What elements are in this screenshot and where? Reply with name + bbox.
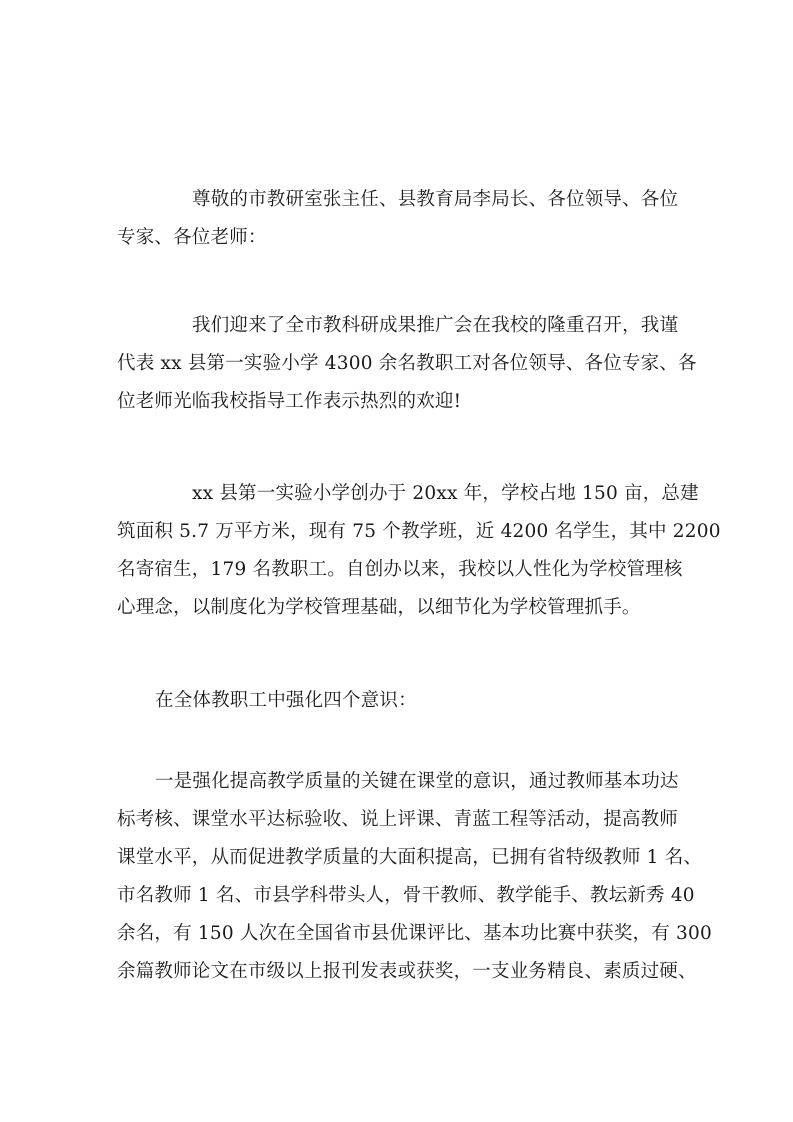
text-line: 我们迎来了全市教科研成果推广会在我校的隆重召开，我谨	[192, 315, 679, 336]
text-line: 尊敬的市教研室张主任、县教育局李局长、各位领导、各位	[192, 189, 679, 210]
text-line: 心理念，以制度化为学校管理基础，以细节化为学校管理抓手。	[117, 597, 641, 618]
awareness-one-paragraph	[117, 763, 712, 991]
text-line: 专家、各位老师：	[117, 227, 267, 248]
text-line: 余篇教师论文在市级以上报刊发表或获奖，一支业务精良、素质过硬、	[117, 961, 697, 982]
text-line: 余名，有 150 人次在全国省市县优课评比、基本功比赛中获奖，有 300	[117, 923, 712, 944]
text-line: 名寄宿生，179 名教职工。自创办以来，我校以人性化为学校管理核	[117, 559, 683, 580]
text-line: 位老师光临我校指导工作表示热烈的欢迎!	[117, 391, 462, 412]
text-line: 课堂水平，从而促进教学质量的大面积提高，已拥有省特级教师 1 名、	[117, 847, 703, 868]
text-line: 市名教师 1 名、市县学科带头人，骨干教师、教学能手、教坛新秀 40	[117, 885, 695, 906]
text-line: 代表 xx 县第一实验小学 4300 余名教职工对各位领导、各位专家、各	[117, 353, 697, 374]
welcome-paragraph	[117, 307, 697, 421]
salutation-paragraph	[117, 181, 679, 257]
text-line: 在全体教职工中强化四个意识：	[155, 690, 417, 711]
four-awareness-heading	[117, 682, 679, 720]
text-line: xx 县第一实验小学创办于 20xx 年，学校占地 150 亩，总建	[192, 483, 699, 504]
text-line: 一是强化提高教学质量的关键在课堂的意识，通过教师基本功达	[155, 771, 679, 792]
school-intro-paragraph	[117, 475, 721, 627]
text-line: 标考核、课堂水平达标验收、说上评课、青蓝工程等活动，提高教师	[117, 809, 679, 830]
text-line: 筑面积 5.7 万平方米，现有 75 个教学班，近 4200 名学生，其中 2200	[117, 521, 721, 542]
